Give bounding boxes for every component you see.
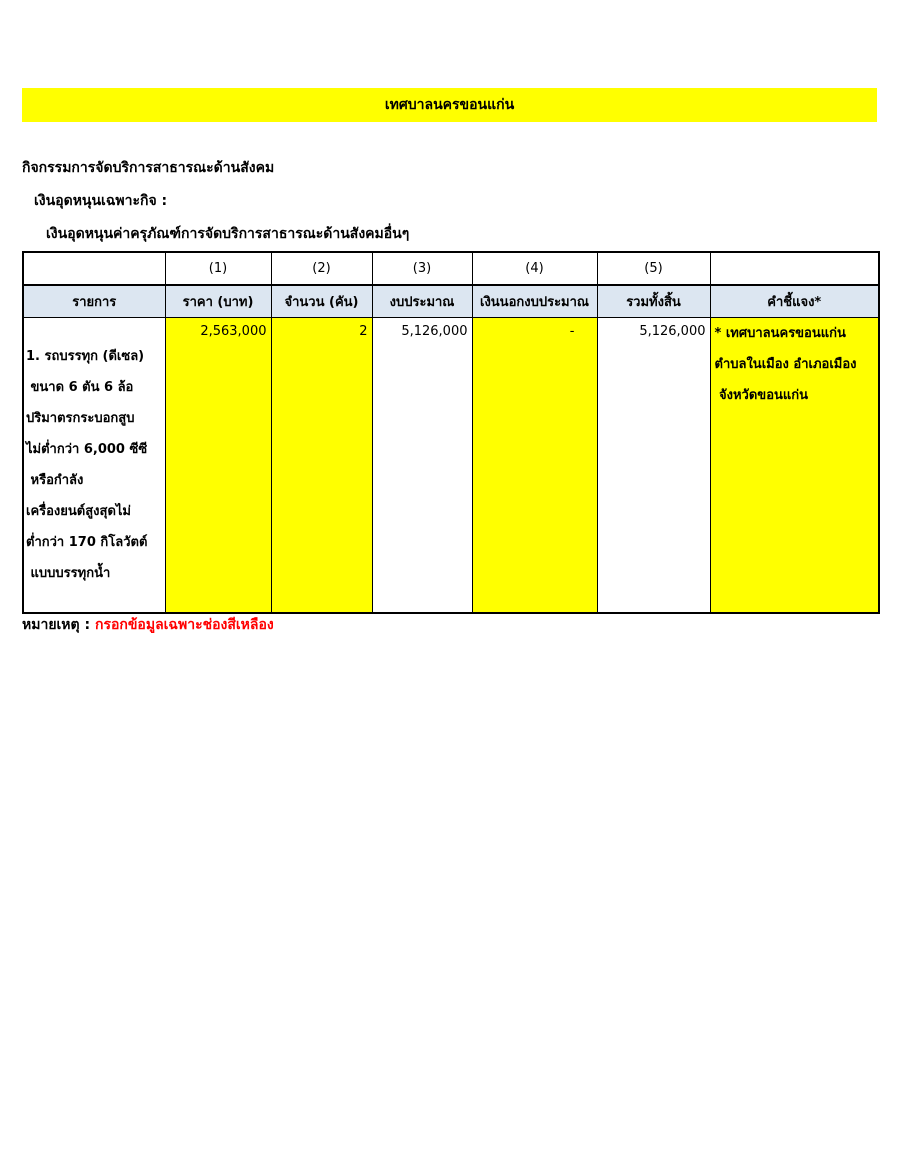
item-line: เครื่องยนต์สูงสุดไม่	[26, 504, 131, 519]
header-row	[23, 285, 879, 318]
total-cell: 5,126,000	[597, 318, 710, 614]
item-line: ขนาด 6 ตัน 6 ล้อ	[26, 380, 134, 395]
header-off-budget: เงินนอกงบประมาณ	[472, 285, 597, 318]
off-budget-cell[interactable]: -	[472, 318, 597, 614]
item-line: หรือกำลัง	[26, 473, 84, 488]
header-note: คำชี้แจง*	[710, 285, 879, 318]
remark-text: กรอกข้อมูลเฉพาะช่องสีเหลือง	[94, 617, 274, 633]
item-line: แบบบรรทุกน้ำ	[26, 566, 111, 581]
item-line: ปริมาตรกระบอกสูบ	[26, 411, 135, 426]
col-number-cell: (1)	[165, 252, 271, 285]
price-cell[interactable]: 2,563,000	[165, 318, 271, 614]
item-description-cell	[23, 318, 165, 614]
note-line: จังหวัดขอนแก่น	[714, 388, 809, 403]
header-quantity: จำนวน (คัน)	[271, 285, 372, 318]
header-total: รวมทั้งสิ้น	[597, 285, 710, 318]
col-number-cell: (2)	[271, 252, 372, 285]
org-title: เทศบาลนครขอนแก่น	[384, 97, 515, 113]
col-number-cell: (3)	[372, 252, 472, 285]
org-title-bar	[22, 88, 877, 122]
item-line: ต่ำกว่า 170 กิโลวัตต์	[26, 535, 148, 550]
remark	[22, 614, 274, 636]
quantity-cell[interactable]: 2	[271, 318, 372, 614]
item-line: 1. รถบรรทุก (ดีเซล)	[26, 349, 145, 364]
header-budget: งบประมาณ	[372, 285, 472, 318]
column-number-row	[23, 252, 879, 285]
note-line: * เทศบาลนครขอนแก่น	[714, 326, 846, 341]
col-number-cell: (4)	[472, 252, 597, 285]
subsidy-title: เงินอุดหนุนเฉพาะกิจ :	[34, 193, 168, 209]
budget-table	[22, 251, 880, 614]
col-number-cell	[710, 252, 879, 285]
header-item: รายการ	[23, 285, 165, 318]
budget-cell: 5,126,000	[372, 318, 472, 614]
remark-label: หมายเหตุ :	[22, 617, 95, 633]
col-number-cell	[23, 252, 165, 285]
note-cell[interactable]	[710, 318, 879, 614]
item-line: ไม่ต่ำกว่า 6,000 ซีซี	[26, 442, 148, 457]
table-row	[23, 318, 879, 614]
header-price: ราคา (บาท)	[165, 285, 271, 318]
activity-title: กิจกรรมการจัดบริการสาธารณะด้านสังคม	[22, 160, 275, 176]
col-number-cell: (5)	[597, 252, 710, 285]
category-title: เงินอุดหนุนค่าครุภัณฑ์การจัดบริการสาธารณะด้านสังคมอื่นๆ	[46, 226, 410, 242]
note-line: ตำบลในเมือง อำเภอเมือง	[714, 357, 857, 372]
